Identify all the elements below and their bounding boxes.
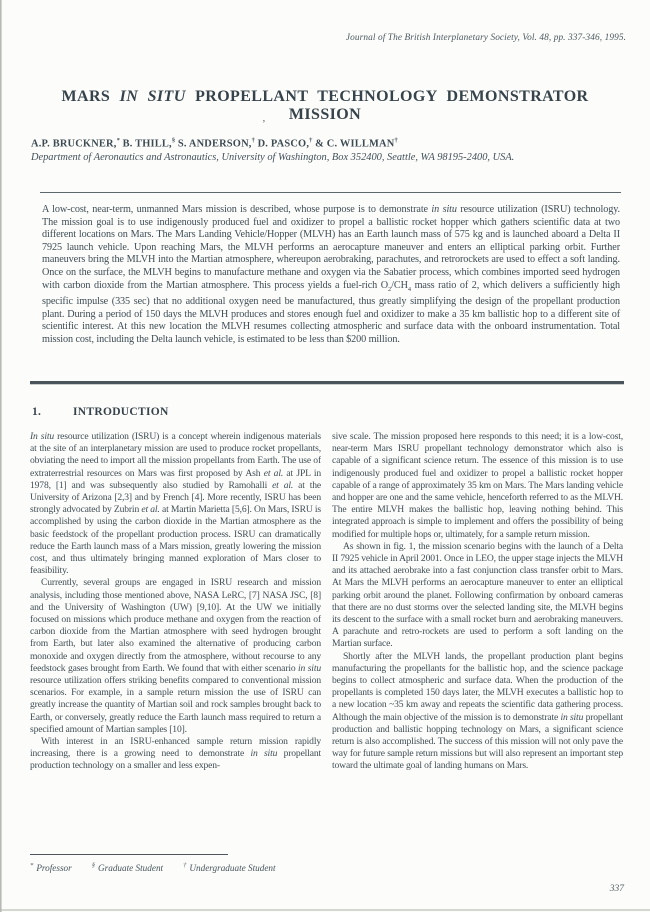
journal-header: Journal of The British Interplanetary Society, Vol. 48, pp. 337-346, 1995. xyxy=(345,33,626,43)
affiliation: Department of Aeronautics and Astronautics, University of Washington, Box 352400, Seattle, WA 98195-2400, USA. xyxy=(31,152,515,163)
left-column xyxy=(30,431,321,855)
paragraph xyxy=(30,431,321,577)
paper-title xyxy=(30,88,620,124)
text-segment: in situ xyxy=(560,711,584,723)
text-segment: 2 xyxy=(388,285,392,293)
text-segment: mass ratio of 2, which delivers a sufficiently high specific impulse (335 sec) that no additional oxygen need be manufactured, thus greatly simplifying the design of the propellant production plant. During a period of 150 days the MLVH produces and stores enough fuel and oxidizer to make a 35 km ballistic hop to a different site of scientific interest. At this new location the MLVH resumes collecting atmospheric and surface data with the onboard instrumentation. Total mission cost, including the Delta launch vehicle, is estimated to be less than $200 million. xyxy=(42,279,620,345)
authors-line xyxy=(31,137,620,149)
text-segment: A low-cost, near-term, unmanned Mars mission is described, whose purpose is to demonstrate xyxy=(42,204,432,215)
asterisk-symbol: * xyxy=(30,862,34,869)
scan-edge-left xyxy=(0,0,2,912)
paragraph xyxy=(30,577,321,736)
stray-mark: ’ xyxy=(262,118,266,130)
footnote-label: Undergraduate Student xyxy=(189,863,276,874)
footnote-divider xyxy=(30,854,228,855)
text-segment: resource utilization (ISRU) technology. The mission goal is to use indigenously produced fuel and oxidizer to propel a ballistic rocket hopper which gathers scientific data at two different locations on Mars. The Mars Landing Vehicle/Hopper (MLVH) has an Earth launch mass of 575 kg and is launched aboard a Delta II 7925 launch vehicle. Upon reaching Mars, the MLVH performs an aerocapture maneuver and enters an elliptical parking orbit. Further maneuvers bring the MLVH into the Martian atmosphere, whereupon aerobraking, parachutes, and retrorockets are used to effect a soft landing. Once on the surface, the MLVH begins to manufacture methane and oxygen via the Sabatier process, which combines imported seed hydrogen with carbon dioxide from the Martian atmosphere. This process yields a fuel-rich O xyxy=(42,204,620,291)
scan-edge-bottom xyxy=(0,909,650,911)
text-segment: † xyxy=(394,137,398,144)
footnote-line xyxy=(30,862,340,873)
header-divider xyxy=(40,192,621,193)
footnote-professor xyxy=(30,862,72,873)
text-segment: † xyxy=(251,137,255,144)
text-segment: at Martin Marietta [5,6]. On Mars, ISRU is accomplished by using the carbon dioxide in the Martian atmosphere as the basic feedstock of the propellant production process. ISRU can dramatically reduce the Earth launch mass of a Mars mission, greatly lowering the mission cost, and thus ultimately bringing manned exploration of Mars closer to feasibility. xyxy=(30,504,321,577)
text-segment: resource utilization (ISRU) is a concept wherein indigenous materials at the site of an interplanetary mission are used to produce rocket propellants, obviating the need to import all the mission propellants from Earth. The use of extraterrestrial resources on Mars was first proposed by Ash xyxy=(30,431,321,479)
text-segment: et al. xyxy=(272,479,294,491)
footnote-label: Graduate Student xyxy=(98,863,164,874)
text-segment: et al. xyxy=(141,504,160,516)
footnote-undergraduate-student xyxy=(183,862,275,873)
title-prefix: MARS xyxy=(61,88,111,105)
abstract xyxy=(42,204,620,347)
abstract-divider xyxy=(30,381,624,384)
text-segment: /CH xyxy=(391,279,408,291)
paragraph xyxy=(30,736,321,773)
text-segment: A.P. BRUCKNER, xyxy=(31,138,117,150)
text-segment: As shown in fig. 1, the mission scenario begins with the launch of a Delta II 7925 vehicle in April 2001. Once in LEO, the upper stage injects the MLVH and its attached aerobrake into a fast conjunction class transfer orbit to Mars. At Mars the MLVH performs an aerocapture maneuver to enter an elliptical parking orbit around the planet. Following confirmation by onboard cameras that there are no dust storms over the selected landing site, the MLVH begins its descent to the surface with a small rocket burn and aerobraking maneuvers. A parachute and retro-rockets are used to perform a soft landing on the Martian surface. xyxy=(332,540,623,650)
title-italic: IN SITU xyxy=(119,88,186,105)
text-segment: propellant production technology on a smaller and less expen- xyxy=(30,748,321,772)
text-segment: In situ xyxy=(30,431,55,442)
text-segment: & C. WILLMAN xyxy=(312,138,395,150)
section-symbol: § xyxy=(91,862,96,869)
text-segment: et al. xyxy=(263,467,284,479)
text-segment: at JPL in 1978, [1] and was subsequently also studied by Ramohalli xyxy=(30,467,321,491)
text-segment: in situ xyxy=(298,662,321,674)
text-segment: at the University of Arizona [2,3] and by French [4]. More recently, ISRU has been strongly advocated by Zubrin xyxy=(30,479,321,516)
text-segment: S. ANDERSON, xyxy=(175,138,252,150)
text-segment: in situ xyxy=(431,204,457,215)
right-column xyxy=(332,431,623,877)
page-number: 337 xyxy=(609,884,624,894)
text-segment: D. PASCO, xyxy=(254,138,310,150)
paragraph xyxy=(332,431,623,541)
dagger-symbol: † xyxy=(183,862,187,869)
text-segment: in situ xyxy=(250,748,278,760)
footnote-block xyxy=(30,854,340,873)
text-segment: propellant production and ballistic hopping technology on Mars, a significant science return is also accomplished. The success of this mission will not only pave the way for future sample return missions but will also represent an important step toward the ultimate goal of landing humans on Mars. xyxy=(332,711,623,772)
text-segment: Currently, several groups are engaged in ISRU research and mission analysis, including those mentioned above, NASA LeRC, [7] NASA JSC, [8] and the University of Washington (UW) [9,10]. At the UW we initially focused on missions which produce methane and oxygen from the reaction of carbon dioxide from the Martian atmosphere with seed hydrogen brought from Earth, but later also examined the alternative of producing carbon monoxide and oxygen directly from the atmosphere, without recourse to any feedstock gases brought from Earth. We found that with either scenario xyxy=(30,577,321,674)
text-segment: § xyxy=(171,137,176,144)
title-suffix: PROPELLANT TECHNOLOGY DEMONSTRATOR MISSION xyxy=(195,88,589,123)
text-segment: resource utilization offers striking benefits compared to conventional mission scenarios. For example, in a sample return mission the use of ISRU can greatly increase the quantity of Martian soil and rock samples brought back to Earth, or conversely, greatly reduce the Earth launch mass required to return a specified amount of Martian samples [10]. xyxy=(30,675,321,735)
footnote-label: Professor xyxy=(36,863,72,874)
text-segment: B. THILL, xyxy=(119,138,172,150)
paragraph xyxy=(332,651,623,773)
text-segment: Shortly after the MLVH lands, the propellant production plant begins manufacturing the propellants for the ballistic hop, and the science package begins to collect atmospheric and surface data. When the production of the propellants is completed 150 days later, the MLVH executes a ballistic hop to a new location ~35 km away and repeats the scientific data gathering process. Although the main objective of the mission is to demonstrate xyxy=(332,650,623,723)
text-segment: sive scale. The mission proposed here responds to this need; it is a low-cost, near-term Mars ISRU propellant technology demonstrator which also is capable of a significant science return. The essence of this mission is to use indigenously produced fuel and oxidizer to propel a ballistic rocket hopper capable of a range of approximately 35 km on Mars. The Mars landing vehicle and hopper are one and the same vehicle, henceforth referred to as the MLVH. The entire MLVH makes the ballistic hop, leaving nothing behind. This integrated approach is simple to implement and offers the possibility of being modified for multiple hops or, ultimately, for a sample return mission. xyxy=(332,431,623,540)
section-number: 1. xyxy=(32,406,42,418)
section-label: INTRODUCTION xyxy=(73,406,169,418)
paragraph xyxy=(332,541,623,651)
section-heading-introduction xyxy=(32,406,169,418)
text-segment: 4 xyxy=(407,285,411,293)
text-segment: † xyxy=(309,137,313,144)
text-segment: * xyxy=(116,137,120,144)
text-segment: With interest in an ISRU-enhanced sample return mission rapidly increasing, there is a growing need to demonstrate xyxy=(30,736,321,760)
footnote-graduate-student xyxy=(92,862,163,873)
